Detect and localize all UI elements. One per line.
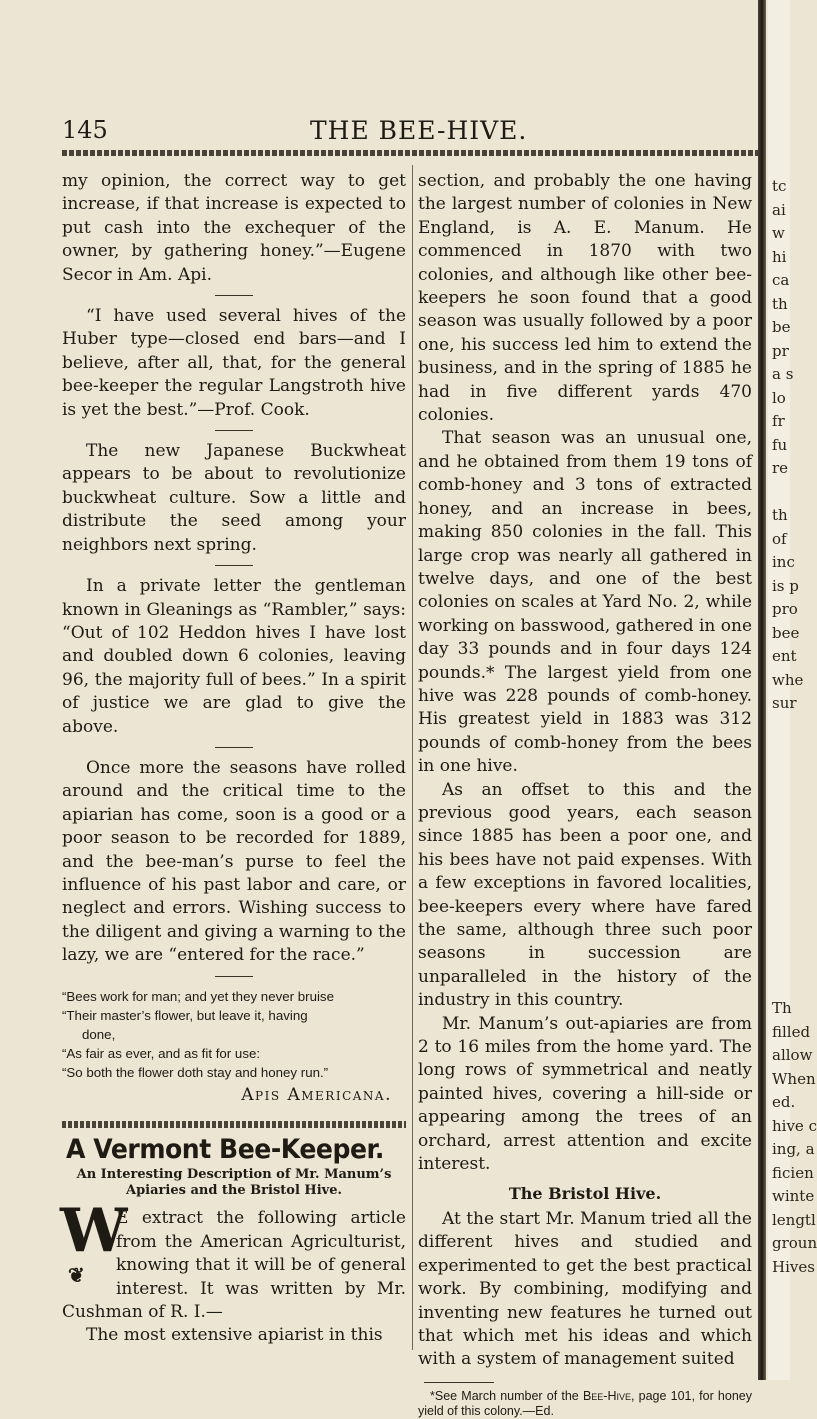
neighbor-text-fragment: w bbox=[772, 224, 785, 242]
paragraph: That season was an unusual one, and he obtained from them 19 tons of comb-honey and 3 tons of extracted honey, and an increase in bees, making 850 colonies in the fall. This large crop was nearly all gathered in twelve days, and one of the best colonies on scales at Yard No. 2, while working on basswood, gathered in one day 33 pounds and in four days 124 pounds.* The largest yield from one hive was 228 pounds of comb-honey. His greatest yield in 1883 was 312 pounds of comb-honey from the bees in one hive. bbox=[418, 428, 753, 777]
paragraph: my opinion, the correct way to get increase, if that increase is expected to put cash into the exchequer of the owner, by gathering honey.”—Eugene Secor in Am. Api. bbox=[62, 171, 406, 285]
neighbor-text-fragment: ficien bbox=[772, 1163, 814, 1182]
signature: Apis Americana. bbox=[241, 1084, 392, 1105]
paragraph: “I have used several hives of the Huber type—closed end bars—and I believe, after all, that, for the general bee-keeper the regular Langstroth hive is yet the best.”—Prof. Cook. bbox=[62, 306, 406, 420]
header-rule bbox=[62, 150, 762, 156]
neighbor-text-fragment: th bbox=[772, 506, 788, 524]
neighbor-page-edge bbox=[768, 0, 817, 1380]
poem-line: “So both the flower doth stay and honey run.” bbox=[62, 1064, 329, 1080]
neighbor-text-fragment: inc bbox=[772, 553, 795, 571]
paragraph: As an offset to this and the previous good years, each season since 1885 has been a poor one, and his bees have not paid expenses. With a few exceptions in favored localities, bee-keepers every where have fared the same, although three such poor seasons in succession are unparalleled in the history of the industry in this country. bbox=[418, 779, 752, 1011]
neighbor-text-fragment: fu bbox=[772, 435, 788, 454]
neighbor-text-fragment: hi bbox=[772, 247, 787, 266]
left-column bbox=[62, 170, 406, 1348]
neighbor-text-fragment: groun bbox=[772, 1234, 817, 1252]
poem-line: “Their master’s flower, but leave it, having bbox=[62, 1007, 308, 1023]
article-intro bbox=[60, 1196, 406, 1324]
footnote-text: *See March number of the bbox=[430, 1388, 583, 1403]
neighbor-text-fragment: ai bbox=[772, 200, 786, 219]
poem-line: “Bees work for man; and yet they never bruise bbox=[62, 988, 334, 1004]
paragraph: In a private letter the gentleman known in Gleanings as “Rambler,” says: “Out of 102 Heddon hives I have lost and doubled down 6 colonies, leaving 96, the majority full of bees.” In a spirit of justice we are glad to give the above. bbox=[62, 576, 406, 737]
footnote-rule bbox=[424, 1382, 494, 1383]
neighbor-text-fragment: Th bbox=[772, 999, 792, 1017]
paragraph: The most extensive apiarist in this bbox=[86, 1325, 383, 1346]
separator-rule bbox=[215, 565, 253, 566]
neighbor-text-fragment: bee bbox=[772, 623, 800, 642]
right-column bbox=[418, 170, 752, 1419]
paragraph: E extract the following article from the American Agriculturist, knowing that it will be of general interest. It was written by Mr. Cushman of R. I.— bbox=[62, 1208, 406, 1323]
dropcap-letter: W bbox=[60, 1196, 128, 1267]
paragraph: Mr. Manum’s out-apiaries are from 2 to 16 miles from the home yard. The long rows of symmetrical and neatly painted hives, covering a hill-side or appearing among the trees of an orchard, arrest attention and excite interest. bbox=[418, 1013, 752, 1175]
neighbor-text-fragment: winte bbox=[772, 1187, 815, 1205]
paragraph: Once more the seasons have rolled around and the critical time to the apiarian has come, soon is a good or a poor season to be recorded for 1889, and the bee-man’s purse to feel the influence of his past labor and care, or neglect and errors. Wishing success to the diligent and giving a warning to the lazy, we are “entered for the race.” bbox=[62, 757, 406, 966]
footnote-journal: Bee-Hive bbox=[582, 1388, 631, 1403]
neighbor-text-fragment: ed. bbox=[772, 1093, 796, 1111]
neighbor-text-fragment: lo bbox=[772, 388, 786, 407]
neighbor-text-fragment: sur bbox=[772, 694, 797, 712]
separator-rule bbox=[215, 976, 253, 977]
neighbor-text-fragment: ca bbox=[772, 271, 790, 289]
neighbor-text-fragment: tc bbox=[772, 177, 787, 195]
neighbor-text-fragment: whe bbox=[772, 670, 804, 689]
article-title: A Vermont Bee-Keeper. bbox=[66, 1134, 384, 1165]
poem-line: “As fair as ever, and as fit for use: bbox=[62, 1045, 261, 1061]
article-subtitle: An Interesting Description of Mr. Manum’s Apiaries and the Bristol Hive. bbox=[76, 1167, 392, 1199]
poem bbox=[62, 987, 406, 1082]
neighbor-text-fragment: be bbox=[772, 318, 791, 336]
paragraph: At the start Mr. Manum tried all the different hives and studied and experimented to get the best practical work. By combining, modifying and inventing new features he turned out that which met his ideas and which with a system of management suited bbox=[418, 1208, 752, 1370]
section-heading: The Bristol Hive. bbox=[508, 1184, 662, 1204]
separator-rule bbox=[215, 430, 253, 431]
neighbor-text-fragment: re bbox=[772, 459, 789, 477]
neighbor-text-fragment: hive c bbox=[772, 1116, 817, 1135]
decorative-rule bbox=[62, 1121, 406, 1128]
neighbor-text-fragment: ing, a bbox=[772, 1140, 815, 1158]
neighbor-text-fragment: of bbox=[772, 529, 787, 548]
neighbor-text-fragment: When bbox=[772, 1069, 816, 1088]
neighbor-text-fragment: a s bbox=[772, 365, 794, 383]
neighbor-text-fragment: filled bbox=[772, 1022, 811, 1041]
neighbor-text-fragment: is p bbox=[772, 576, 799, 595]
neighbor-text-fragment: Hives bbox=[772, 1257, 815, 1276]
running-head: THE BEE-HIVE. bbox=[310, 116, 528, 145]
neighbor-text-fragment: fr bbox=[772, 412, 785, 430]
poem-line: done, bbox=[82, 1026, 116, 1042]
dropcap bbox=[60, 1196, 128, 1288]
page-header bbox=[62, 110, 762, 150]
footnote-text: , page 101, for honey yield of this colony.—Ed. bbox=[418, 1388, 752, 1418]
neighbor-text-fragment: allow bbox=[772, 1046, 813, 1064]
page-number: 145 bbox=[62, 116, 108, 144]
footnote bbox=[418, 1389, 752, 1419]
neighbor-text-fragment: th bbox=[772, 294, 788, 313]
neighbor-text-fragment: lengtl bbox=[772, 1210, 816, 1229]
paragraph: section, and probably the one having the largest number of colonies in New England, is A. E. Manum. He commenced in 1870 with two colonies, and although like other bee-keepers he soon found that a good season was usually followed by a poor one, his success led him to extend the business, and in the spring of 1885 he had in five different yards 470 colonies. bbox=[418, 171, 752, 426]
separator-rule bbox=[215, 747, 253, 748]
column-divider bbox=[412, 165, 413, 1350]
neighbor-text-fragment: pro bbox=[772, 600, 798, 618]
paragraph: The new Japanese Buckwheat appears to be about to revolutionize buckwheat culture. Sow a little and distribute the seed among your neighbors next spring. bbox=[62, 441, 406, 555]
separator-rule bbox=[215, 295, 253, 296]
flourish-icon: ❦ bbox=[68, 1263, 85, 1288]
neighbor-text-fragment: ent bbox=[772, 647, 797, 665]
book-spine bbox=[758, 0, 766, 1380]
neighbor-text-fragment: pr bbox=[772, 341, 789, 360]
